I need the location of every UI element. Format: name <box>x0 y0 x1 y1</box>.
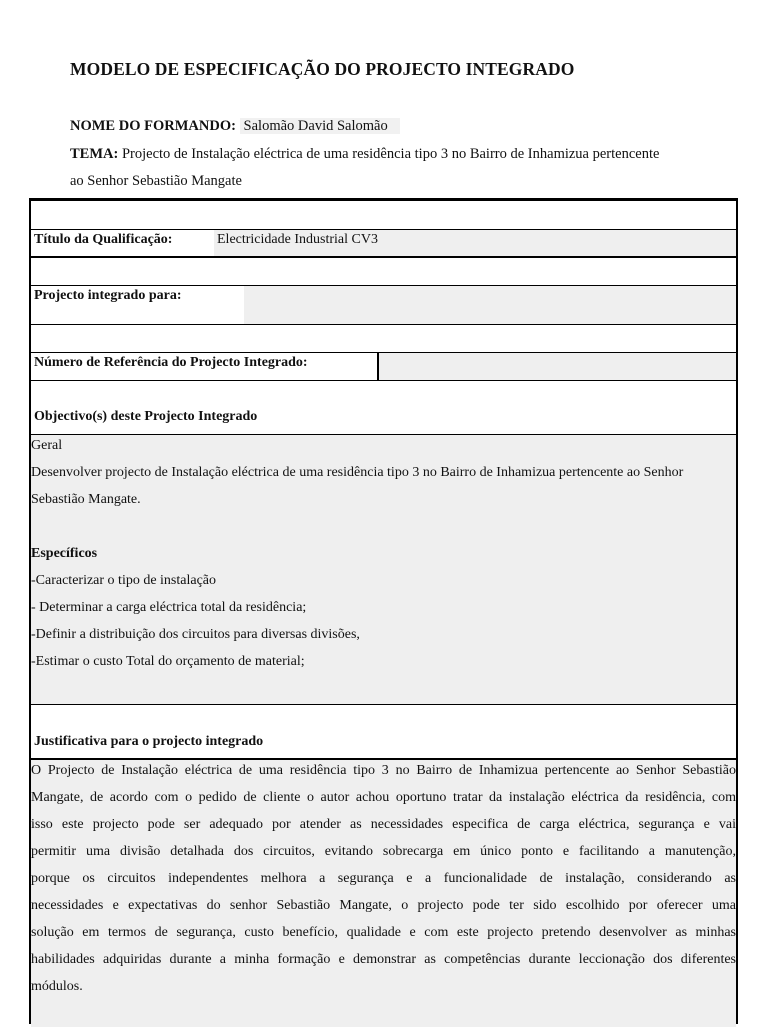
student-name-value[interactable]: Salomão David Salomão <box>240 118 400 134</box>
justification-line: habilidades adquiridas durante a minha formação e demonstrar as competências durante leccionação dos diferentes <box>31 952 736 967</box>
student-name-label: NOME DO FORMANDO: <box>70 118 236 134</box>
specification-form <box>29 198 738 1024</box>
reference-label: Número de Referência do Projecto Integrado: <box>34 355 308 370</box>
justification-field[interactable] <box>31 760 736 1027</box>
specific-item: -Estimar o custo Total do orçamento de material; <box>31 654 305 669</box>
page-title: MODELO DE ESPECIFICAÇÃO DO PROJECTO INTEGRADO <box>70 59 575 79</box>
justification-line: O Projecto de Instalação eléctrica de uma residência tipo 3 no Bairro de Inhamizua pertencente ao Senhor Sebastião <box>31 763 736 778</box>
justification-text <box>31 757 736 1000</box>
project-for-row <box>31 286 736 324</box>
justification-line: Mangate, de acordo com o pedido de cliente o autor achou oportuno tratar da instalação eléctrica da residência, com <box>31 790 736 805</box>
theme-label: TEMA: <box>70 146 119 162</box>
general-line: Desenvolver projecto de Instalação eléctrica de uma residência tipo 3 no Bairro de Inhamizua pertencente ao Senhor <box>31 465 684 480</box>
student-name-line <box>70 118 400 135</box>
reference-row <box>31 353 736 380</box>
general-line: Sebastião Mangate. <box>31 492 141 507</box>
objectives-field[interactable] <box>31 435 736 704</box>
specific-label: Específicos <box>31 546 98 561</box>
justification-line: porque os circuitos independentes melhora a segurança e a funcionalidade de instalação, considerando as <box>31 871 736 886</box>
justification-heading: Justificativa para o projecto integrado <box>34 734 264 749</box>
reference-field[interactable] <box>377 353 736 380</box>
qualification-label: Título da Qualificação: <box>34 232 173 247</box>
objectives-heading: Objectivo(s) deste Projecto Integrado <box>34 409 258 424</box>
justification-line: módulos. <box>31 979 83 994</box>
qualification-value: Electricidade Industrial CV3 <box>217 232 378 247</box>
justification-line: isso este projecto pode ser adequado por atender as necessidades especifica de carga eléctrica, segurança e vai <box>31 817 736 832</box>
project-for-label: Projecto integrado para: <box>34 288 182 303</box>
project-for-field[interactable] <box>244 286 736 324</box>
theme-line <box>70 146 659 163</box>
specific-item: -Caracterizar o tipo de instalação <box>31 573 217 588</box>
theme-text-line-2: ao Senhor Sebastião Mangate <box>70 173 242 189</box>
justification-line: solução em termos de segurança, custo benefício, qualidade e com este projecto pretendo desenvolver as minhas <box>31 925 736 940</box>
theme-text-line-1: Projecto de Instalação eléctrica de uma residência tipo 3 no Bairro de Inhamizua pertencente <box>121 146 660 162</box>
general-label: Geral <box>31 438 63 453</box>
specific-item: - Determinar a carga eléctrica total da residência; <box>31 600 307 615</box>
objectives-text <box>31 432 736 675</box>
qualification-row <box>31 230 736 257</box>
specific-item: -Definir a distribuição dos circuitos para diversas divisões, <box>31 627 360 642</box>
justification-line: permitir uma divisão detalhada dos circuitos, evitando sobrecarga em único ponto e facilitando a manutenção, <box>31 844 736 859</box>
justification-line: necessidades e expectativas do senhor Sebastião Mangate, o projecto pode ter sido escolhido por oferecer uma <box>31 898 736 913</box>
